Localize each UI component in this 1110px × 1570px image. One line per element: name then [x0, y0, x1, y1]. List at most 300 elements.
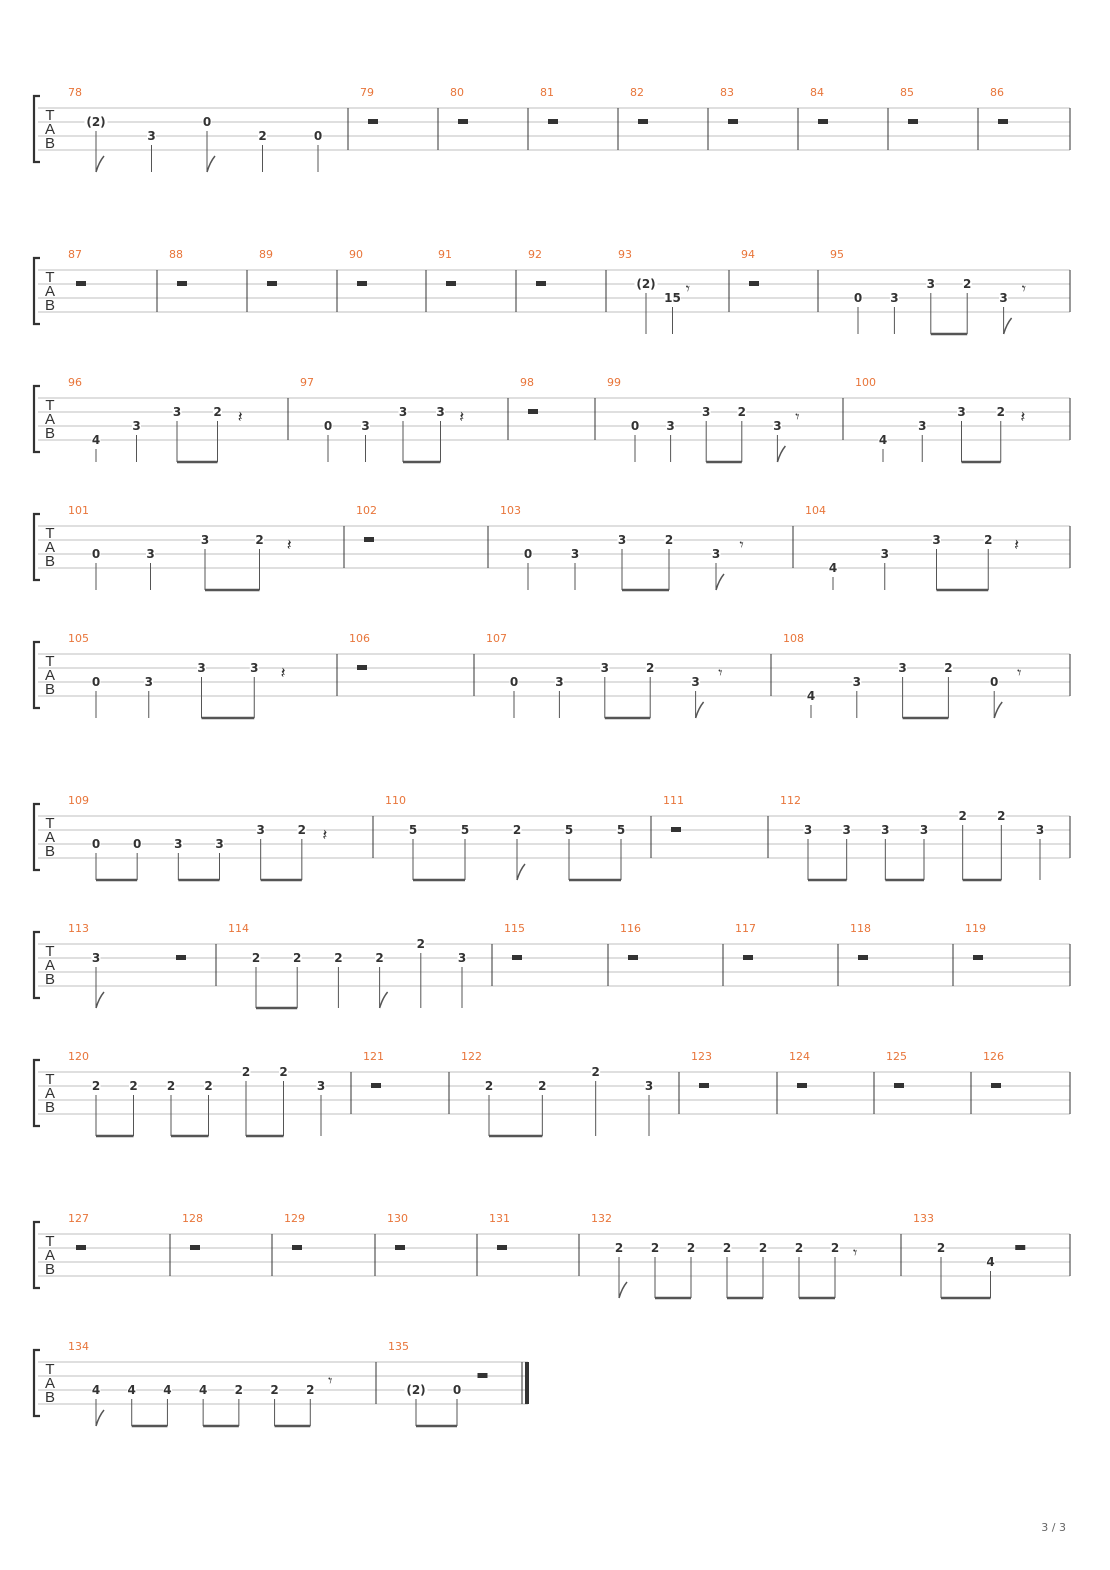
measure: [520, 376, 538, 414]
measure: [169, 248, 187, 286]
eighth-flag: [696, 702, 704, 718]
fret-number: 2: [944, 661, 953, 675]
measure: [68, 1212, 89, 1250]
fret-number: 2: [375, 951, 384, 965]
measure-number: 119: [965, 922, 986, 935]
measure-number: 129: [284, 1212, 305, 1225]
tab-clef-letter: T: [45, 107, 55, 124]
half-rest: [357, 281, 367, 286]
fret-number: 2: [251, 951, 261, 965]
fret-number: 3: [144, 675, 153, 689]
measure: [663, 794, 684, 832]
half-rest: [548, 119, 558, 124]
tab-clef-letter: T: [45, 1361, 55, 1378]
fret-number: 2: [997, 809, 1006, 823]
half-rest: [292, 1245, 302, 1250]
measure-number: 100: [855, 376, 876, 389]
fret-number: 2: [234, 1383, 244, 1397]
measure: [68, 504, 292, 590]
half-rest: [638, 119, 648, 124]
fret-number: 2: [614, 1241, 624, 1255]
measure-number: 123: [691, 1050, 712, 1063]
measure-number: 90: [349, 248, 363, 261]
fret-number: 5: [564, 823, 574, 837]
tab-clef-letter: A: [44, 283, 56, 300]
measure-number: 115: [504, 922, 525, 935]
half-rest: [371, 1083, 381, 1088]
tab-clef-letter: B: [44, 1261, 56, 1278]
fret-number: 2: [241, 1065, 251, 1079]
fret-number: 3: [215, 837, 224, 851]
measure-number: 95: [830, 248, 844, 261]
fret-number: 0: [452, 1383, 462, 1397]
half-rest: [699, 1083, 709, 1088]
quarter-rest: 𝄽: [286, 535, 292, 554]
fret-number: 2: [306, 1383, 315, 1397]
system-bracket: [34, 1350, 40, 1416]
fret-number: 3: [91, 951, 101, 965]
fret-number: 2: [996, 405, 1005, 419]
fret-number: 2: [963, 277, 972, 291]
measure: [620, 922, 641, 960]
half-rest: [176, 955, 186, 960]
fret-number: 2: [984, 533, 993, 547]
fret-number: 2: [686, 1241, 696, 1255]
measure-number: 110: [385, 794, 406, 807]
tab-clef-letter: B: [44, 1389, 56, 1406]
measure: [900, 86, 918, 124]
tab-clef-letter: A: [44, 667, 56, 684]
fret-number: 3: [250, 661, 259, 675]
fret-number: 2: [129, 1079, 138, 1093]
measure: [349, 248, 367, 286]
fret-number: (2): [636, 277, 656, 291]
measure: [630, 86, 648, 124]
measure-number: 128: [182, 1212, 203, 1225]
measure-number: 109: [68, 794, 89, 807]
measure-number: 107: [486, 632, 507, 645]
fret-number: 3: [256, 823, 265, 837]
eighth-rest: 𝄾: [1017, 663, 1022, 682]
quarter-rest: 𝄽: [1020, 407, 1026, 426]
measure: [789, 1050, 810, 1088]
fret-number: 3: [881, 823, 890, 837]
fret-number: 4: [163, 1383, 172, 1397]
measure: [68, 248, 86, 286]
fret-number: 5: [408, 823, 418, 837]
fret-number: 2: [270, 1383, 279, 1397]
eighth-flag: [207, 156, 215, 172]
measure-number: 127: [68, 1212, 89, 1225]
half-rest: [368, 119, 378, 124]
fret-number: 0: [132, 837, 142, 851]
fret-number: 0: [990, 675, 999, 689]
measure: [504, 922, 525, 960]
measure-number: 116: [620, 922, 641, 935]
half-rest: [743, 955, 753, 960]
fret-number: 3: [957, 405, 966, 419]
tab-clef-letter: A: [44, 121, 56, 138]
fret-number: 3: [702, 405, 711, 419]
tab-clef-letter: B: [44, 553, 56, 570]
measure-number: 82: [630, 86, 644, 99]
measure: [68, 922, 186, 1008]
half-rest: [728, 119, 738, 124]
measure: [528, 248, 546, 286]
eighth-rest: 𝄾: [1021, 279, 1027, 298]
measure: [388, 1340, 488, 1426]
fret-number: 2: [538, 1079, 547, 1093]
fret-number: 3: [398, 405, 408, 419]
tab-system: [34, 1050, 1070, 1136]
fret-number: 3: [898, 661, 907, 675]
half-rest: [395, 1245, 405, 1250]
fret-number: 3: [555, 675, 564, 689]
measure-number: 125: [886, 1050, 907, 1063]
eighth-flag: [380, 992, 388, 1008]
half-rest: [858, 955, 868, 960]
fret-number: 3: [570, 547, 580, 561]
half-rest: [76, 281, 86, 286]
tab-clef-letter: T: [45, 943, 55, 960]
half-rest: [628, 955, 638, 960]
eighth-flag: [1004, 318, 1012, 334]
half-rest: [908, 119, 918, 124]
system-bracket: [34, 96, 40, 162]
fret-number: 5: [460, 823, 470, 837]
tab-clef-letter: A: [44, 539, 56, 556]
half-rest: [1015, 1245, 1025, 1250]
measure-number: 105: [68, 632, 89, 645]
measure: [68, 376, 243, 462]
measure-number: 114: [228, 922, 249, 935]
half-rest: [267, 281, 277, 286]
fret-number: 3: [174, 837, 183, 851]
measure-number: 101: [68, 504, 89, 517]
measure-number: 93: [618, 248, 632, 261]
tab-clef-letter: T: [45, 525, 55, 542]
fret-number: 3: [890, 291, 899, 305]
fret-number: 0: [853, 291, 863, 305]
fret-number: 0: [91, 675, 101, 689]
fret-number: 2: [830, 1241, 840, 1255]
final-barline-thick: [525, 1362, 529, 1404]
measure-number: 118: [850, 922, 871, 935]
fret-number: 2: [512, 823, 522, 837]
measure: [182, 1212, 203, 1250]
measure-number: 108: [783, 632, 804, 645]
fret-number: 2: [650, 1241, 660, 1255]
measure: [68, 1340, 332, 1426]
fret-number: 2: [958, 809, 967, 823]
measure: [983, 1050, 1004, 1088]
eighth-rest: 𝄾: [739, 535, 744, 554]
tab-clef-letter: B: [44, 425, 56, 442]
fret-number: 2: [758, 1241, 768, 1255]
measure: [387, 1212, 408, 1250]
measure-number: 99: [607, 376, 621, 389]
measure-number: 112: [780, 794, 801, 807]
measure: [385, 794, 626, 880]
fret-number: 3: [146, 547, 155, 561]
fret-number: 4: [806, 689, 816, 703]
eighth-rest: 𝄾: [685, 279, 691, 298]
measure: [830, 248, 1026, 334]
measure-number: 83: [720, 86, 734, 99]
eighth-flag: [619, 1282, 627, 1298]
measure-number: 92: [528, 248, 542, 261]
half-rest: [478, 1373, 488, 1378]
measure: [486, 632, 723, 718]
fret-number: 0: [509, 675, 519, 689]
fret-number: 4: [198, 1383, 208, 1397]
fret-number: 2: [204, 1079, 213, 1093]
quarter-rest: 𝄽: [237, 407, 243, 426]
measure-number: 103: [500, 504, 521, 517]
measure: [360, 86, 378, 124]
measure: [349, 632, 370, 670]
eighth-flag: [517, 864, 525, 880]
measure: [500, 504, 744, 590]
tab-clef-letter: T: [45, 653, 55, 670]
fret-number: 2: [646, 661, 655, 675]
measure: [691, 1050, 712, 1088]
fret-number: 2: [416, 937, 425, 951]
eighth-rest: 𝄾: [795, 407, 800, 426]
fret-number: 2: [213, 405, 222, 419]
system-bracket: [34, 1060, 40, 1126]
fret-number: 3: [200, 533, 210, 547]
measure: [780, 794, 1045, 880]
tab-clef-letter: A: [44, 1247, 56, 1264]
measure-number: 122: [461, 1050, 482, 1063]
tab-system: [34, 86, 1070, 172]
measure: [805, 504, 1019, 590]
tab-clef-letter: B: [44, 843, 56, 860]
measure: [735, 922, 756, 960]
system-bracket: [34, 1222, 40, 1288]
measure-number: 130: [387, 1212, 408, 1225]
measure-number: 111: [663, 794, 684, 807]
measure-number: 117: [735, 922, 756, 935]
fret-number: 0: [202, 115, 212, 129]
fret-number: 2: [484, 1079, 494, 1093]
fret-number: 0: [323, 419, 333, 433]
measure: [607, 376, 799, 462]
eighth-rest: 𝄾: [853, 1243, 858, 1262]
tab-clef-letter: A: [44, 1375, 56, 1392]
measure-number: 80: [450, 86, 464, 99]
fret-number: 2: [936, 1241, 946, 1255]
fret-number: 3: [918, 419, 927, 433]
half-rest: [446, 281, 456, 286]
measure: [810, 86, 828, 124]
measure: [850, 922, 871, 960]
measure: [438, 248, 456, 286]
half-rest: [528, 409, 538, 414]
measure: [720, 86, 738, 124]
fret-number: 3: [999, 291, 1008, 305]
measure: [300, 376, 464, 462]
half-rest: [894, 1083, 904, 1088]
tab-clef-letter: B: [44, 681, 56, 698]
fret-number: 4: [91, 433, 101, 447]
measure: [783, 632, 1021, 718]
measure: [68, 86, 323, 172]
fret-number: 2: [664, 533, 674, 547]
fret-number: 3: [197, 661, 206, 675]
tab-system: [34, 922, 1070, 1008]
fret-number: 2: [91, 1079, 101, 1093]
fret-number: 3: [132, 419, 141, 433]
measure-number: 113: [68, 922, 89, 935]
fret-number: 3: [617, 533, 627, 547]
measure-number: 121: [363, 1050, 384, 1063]
measure: [363, 1050, 384, 1088]
tab-clef-letter: B: [44, 1099, 56, 1116]
system-bracket: [34, 386, 40, 452]
quarter-rest: 𝄽: [280, 663, 286, 682]
system-bracket: [34, 804, 40, 870]
tab-clef-letter: A: [44, 957, 56, 974]
system-bracket: [34, 642, 40, 708]
tab-clef-letter: A: [44, 411, 56, 428]
measure-number: 86: [990, 86, 1004, 99]
measure: [68, 794, 327, 880]
measure-number: 87: [68, 248, 82, 261]
measure-number: 81: [540, 86, 554, 99]
measure-number: 97: [300, 376, 314, 389]
measure-number: 126: [983, 1050, 1004, 1063]
fret-number: 4: [986, 1255, 995, 1269]
fret-number: 3: [842, 823, 851, 837]
fret-number: 4: [127, 1383, 136, 1397]
measure-number: 79: [360, 86, 374, 99]
measure-number: 124: [789, 1050, 810, 1063]
fret-number: 3: [457, 951, 467, 965]
half-rest: [818, 119, 828, 124]
half-rest: [190, 1245, 200, 1250]
fret-number: 3: [880, 547, 889, 561]
quarter-rest: 𝄽: [459, 407, 465, 426]
fret-number: 2: [737, 405, 746, 419]
fret-number: 3: [666, 419, 675, 433]
fret-number: 3: [803, 823, 813, 837]
tab-clef-letter: B: [44, 297, 56, 314]
measure-number: 94: [741, 248, 755, 261]
tab-system: [34, 248, 1070, 334]
system-bracket: [34, 258, 40, 324]
measure: [68, 632, 286, 718]
fret-number: 2: [279, 1065, 288, 1079]
fret-number: 2: [293, 951, 302, 965]
eighth-flag: [777, 446, 785, 462]
fret-number: 2: [255, 533, 264, 547]
fret-number: 3: [316, 1079, 326, 1093]
measure: [356, 504, 377, 542]
measure-number: 131: [489, 1212, 510, 1225]
measure-number: 78: [68, 86, 82, 99]
fret-number: (2): [406, 1383, 426, 1397]
tab-system: [34, 794, 1070, 880]
page-number: 3 / 3: [1041, 1521, 1066, 1534]
fret-number: 0: [630, 419, 640, 433]
measure: [68, 1050, 326, 1136]
tab-system: [34, 632, 1070, 718]
fret-number: 4: [828, 561, 838, 575]
fret-number: 3: [932, 533, 941, 547]
fret-number: (2): [86, 115, 106, 129]
fret-number: 3: [919, 823, 929, 837]
quarter-rest: 𝄽: [322, 825, 328, 844]
fret-number: 0: [91, 837, 101, 851]
fret-number: 3: [711, 547, 721, 561]
fret-number: 2: [722, 1241, 732, 1255]
eighth-flag: [994, 702, 1002, 718]
measure: [461, 1050, 654, 1136]
half-rest: [749, 281, 759, 286]
measure: [259, 248, 277, 286]
fret-number: 3: [600, 661, 609, 675]
system-bracket: [34, 514, 40, 580]
measure: [228, 922, 467, 1008]
fret-number: 3: [172, 405, 182, 419]
fret-number: 3: [361, 419, 370, 433]
measure-number: 134: [68, 1340, 89, 1353]
half-rest: [357, 665, 367, 670]
tab-clef-letter: B: [44, 135, 56, 152]
measure-number: 89: [259, 248, 273, 261]
eighth-flag: [96, 1410, 104, 1426]
tab-clef-letter: A: [44, 829, 56, 846]
tab-clef-letter: B: [44, 971, 56, 988]
half-rest: [797, 1083, 807, 1088]
fret-number: 3: [852, 675, 861, 689]
measure-number: 120: [68, 1050, 89, 1063]
eighth-flag: [96, 992, 104, 1008]
half-rest: [512, 955, 522, 960]
measure-number: 106: [349, 632, 370, 645]
half-rest: [497, 1245, 507, 1250]
tab-clef-letter: T: [45, 1233, 55, 1250]
fret-number: 3: [773, 419, 782, 433]
quarter-rest: 𝄽: [1014, 535, 1020, 554]
fret-number: 0: [91, 547, 101, 561]
measure: [990, 86, 1008, 124]
tab-system: [34, 376, 1070, 462]
fret-number: 0: [313, 129, 323, 143]
measure: [489, 1212, 510, 1250]
tab-clef-letter: A: [44, 1085, 56, 1102]
fret-number: 2: [166, 1079, 176, 1093]
eighth-flag: [716, 574, 724, 590]
measure: [540, 86, 558, 124]
measure-number: 98: [520, 376, 534, 389]
fret-number: 5: [616, 823, 626, 837]
measure-number: 102: [356, 504, 377, 517]
half-rest: [76, 1245, 86, 1250]
measure: [591, 1212, 857, 1298]
measure: [855, 376, 1025, 462]
measure: [450, 86, 468, 124]
fret-number: 2: [591, 1065, 600, 1079]
half-rest: [536, 281, 546, 286]
measure: [618, 248, 690, 334]
half-rest: [177, 281, 187, 286]
measure-number: 85: [900, 86, 914, 99]
measure-number: 91: [438, 248, 452, 261]
half-rest: [998, 119, 1008, 124]
